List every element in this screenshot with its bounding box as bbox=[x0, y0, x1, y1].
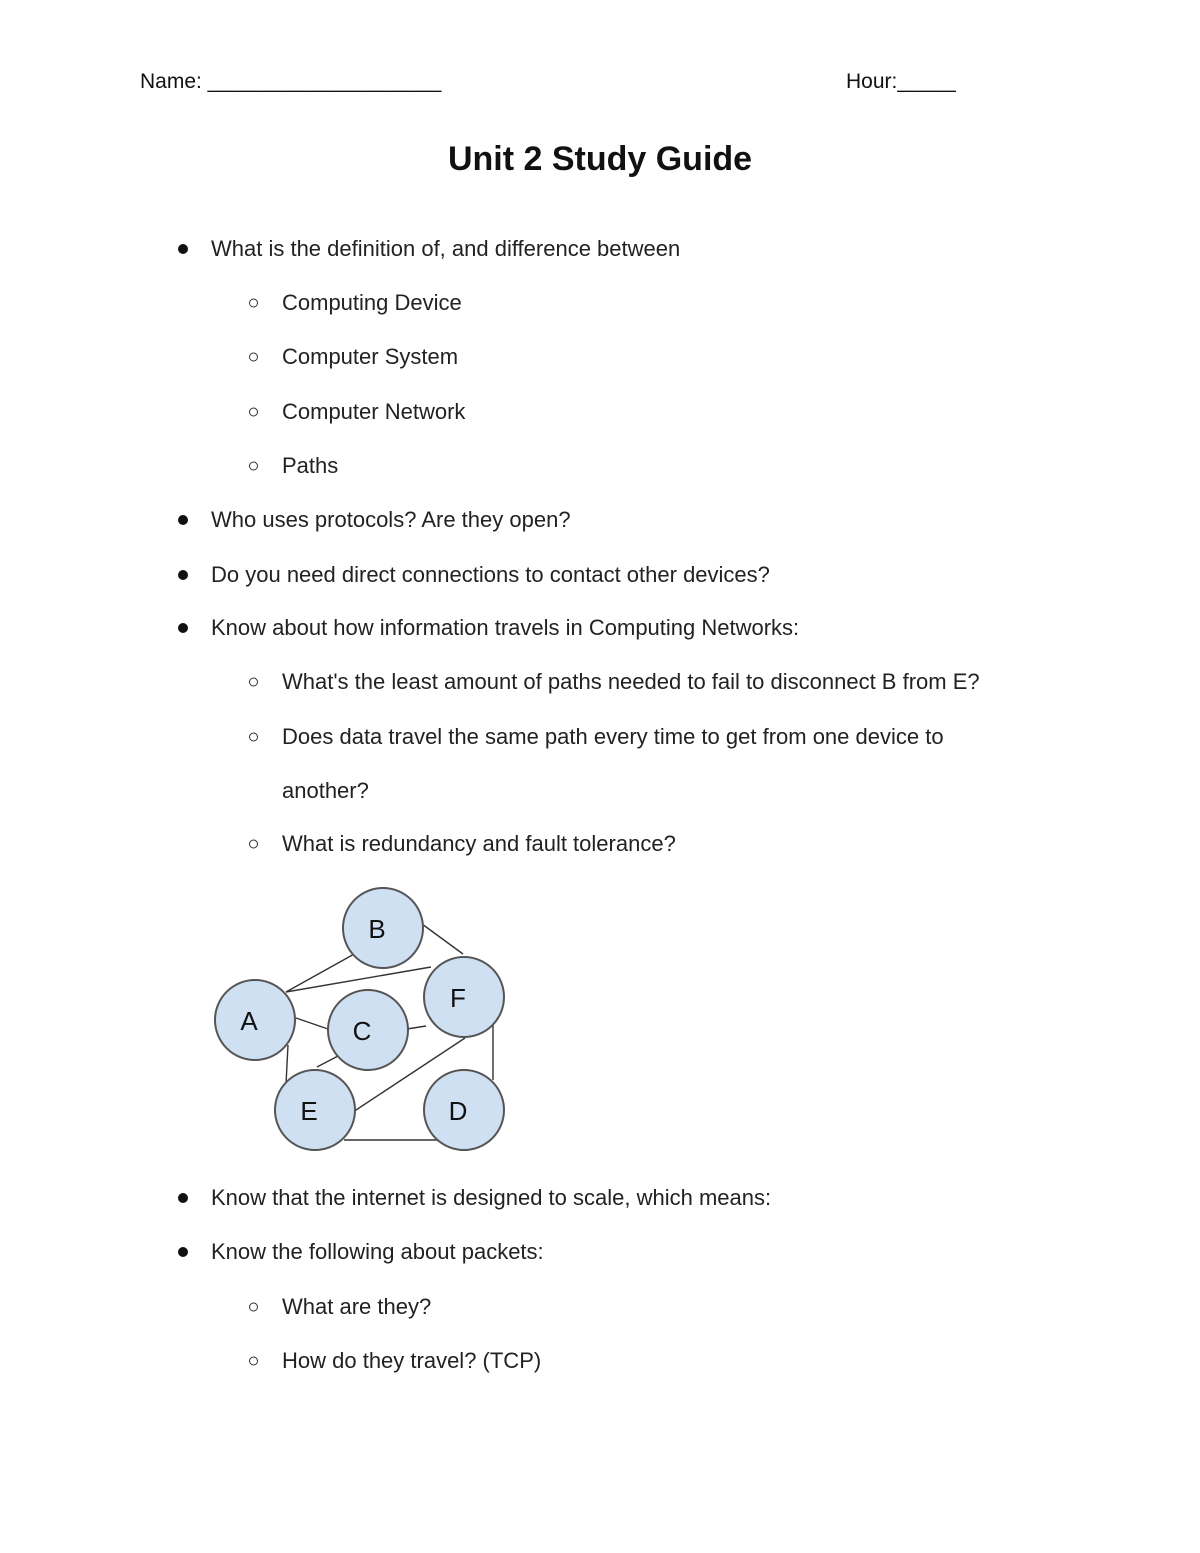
sub-bullet-computer-system bbox=[282, 344, 458, 370]
bullet-icon bbox=[178, 515, 188, 525]
bullet-text: What is the definition of, and difference between bbox=[211, 236, 681, 261]
bullet-text: Know the following about packets: bbox=[211, 1239, 544, 1264]
bullet-text: Know that the internet is designed to scale, which means: bbox=[211, 1185, 772, 1210]
node-d bbox=[424, 1070, 504, 1150]
hollow-bullet-icon bbox=[249, 299, 258, 308]
node-c bbox=[328, 990, 408, 1070]
sub-bullet-redundancy bbox=[282, 831, 676, 857]
sub-bullet-least-paths bbox=[282, 669, 980, 695]
hollow-bullet-icon bbox=[249, 840, 258, 849]
svg-text:C: C bbox=[352, 1016, 372, 1046]
hollow-bullet-icon bbox=[249, 1303, 258, 1312]
bullet-definition-question bbox=[211, 236, 680, 262]
svg-text:B: B bbox=[368, 914, 386, 944]
hollow-bullet-icon bbox=[249, 408, 258, 417]
sub-bullet-text: Computer Network bbox=[282, 399, 466, 424]
sub-bullet-text: Does data travel the same path every time to get from one device to bbox=[282, 724, 944, 749]
network-diagram bbox=[200, 872, 520, 1162]
sub-bullet-text: What are they? bbox=[282, 1294, 432, 1319]
hollow-bullet-icon bbox=[249, 733, 258, 742]
node-b bbox=[343, 888, 423, 968]
sub-bullet-text: Paths bbox=[282, 453, 339, 478]
edge-b-f bbox=[422, 924, 463, 954]
svg-text:D: D bbox=[448, 1096, 468, 1126]
name-field-label: Name: ____________________ bbox=[140, 70, 442, 93]
sub-bullet-same-path bbox=[282, 724, 944, 750]
edge-c-f bbox=[407, 1026, 426, 1029]
sub-bullet-text: How do they travel? (TCP) bbox=[282, 1348, 542, 1373]
bullet-text: Know about how information travels in Computing Networks: bbox=[211, 615, 800, 640]
bullet-protocols bbox=[211, 507, 571, 533]
bullet-text: Who uses protocols? Are they open? bbox=[211, 507, 571, 532]
sub-bullet-what-are-packets bbox=[282, 1294, 431, 1320]
svg-text:F: F bbox=[450, 983, 466, 1013]
bullet-information-travel bbox=[211, 615, 799, 641]
hollow-bullet-icon bbox=[249, 678, 258, 687]
node-f bbox=[424, 957, 504, 1037]
bullet-icon bbox=[178, 570, 188, 580]
bullet-packets bbox=[211, 1239, 544, 1265]
bullet-icon bbox=[178, 1247, 188, 1257]
node-a bbox=[215, 980, 295, 1060]
svg-text:A: A bbox=[240, 1006, 258, 1036]
sub-bullet-paths bbox=[282, 453, 338, 479]
bullet-direct-connections bbox=[211, 562, 770, 588]
hollow-bullet-icon bbox=[249, 1357, 258, 1366]
sub-bullet-text: What is redundancy and fault tolerance? bbox=[282, 831, 676, 856]
sub-bullet-same-path-continued: another? bbox=[282, 778, 369, 803]
hollow-bullet-icon bbox=[249, 353, 258, 362]
sub-bullet-text: What's the least amount of paths needed to fail to disconnect B from E? bbox=[282, 669, 980, 694]
edge-a-e bbox=[286, 1045, 288, 1084]
bullet-text: Do you need direct connections to contact other devices? bbox=[211, 562, 770, 587]
edge-a-c bbox=[296, 1018, 328, 1029]
page-title: Unit 2 Study Guide bbox=[447, 140, 753, 178]
sub-bullet-computing-device bbox=[282, 290, 462, 316]
bullet-internet-scale bbox=[211, 1185, 771, 1211]
sub-bullet-how-packets-travel bbox=[282, 1348, 541, 1374]
bullet-icon bbox=[178, 1193, 188, 1203]
sub-bullet-computer-network bbox=[282, 399, 465, 425]
node-e bbox=[275, 1070, 355, 1150]
svg-text:E: E bbox=[300, 1096, 318, 1126]
hour-field-label: Hour:_____ bbox=[846, 70, 956, 93]
sub-bullet-text: Computer System bbox=[282, 344, 459, 369]
edge-c-e bbox=[317, 1056, 338, 1067]
sub-bullet-text: Computing Device bbox=[282, 290, 462, 315]
bullet-icon bbox=[178, 623, 188, 633]
hollow-bullet-icon bbox=[249, 462, 258, 471]
bullet-icon bbox=[178, 244, 188, 254]
